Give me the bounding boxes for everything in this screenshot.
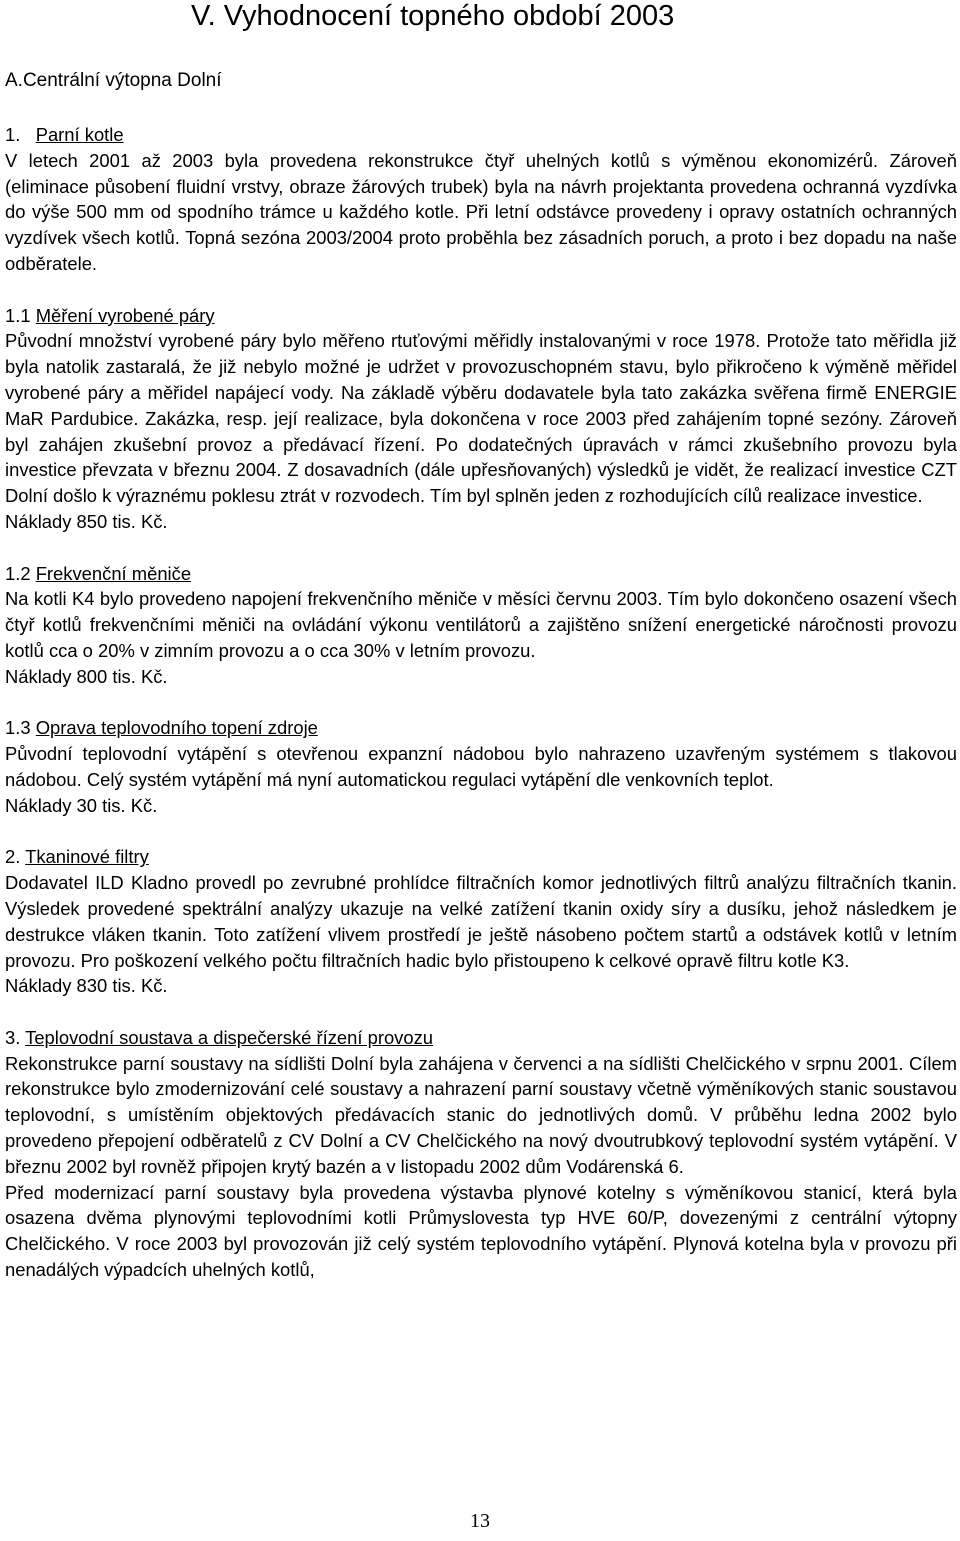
- section-paragraph: V letech 2001 až 2003 byla provedena rekonstrukce čtyř uhelných kotlů s výměnou ekonomizérů. Zároveň (eliminace působení fluidní vrstvy, obraze žárových trubek) byla na návrh projektanta provedena ochranná vyzdívka do výše 500 mm od spodního trámce u každého kotle. Při letní odstávce provedeny i opravy ostatních ochranných vyzdívek všech kotlů. Topná sezóna 2003/2004 proto proběhla bez zásadních poruch, a proto i bez dopadu na naše odběratele.: [5, 149, 957, 274]
- section-heading: [5, 844, 957, 870]
- section-teplovodni-soustava: [5, 1025, 957, 1283]
- section-heading-text: Frekvenční měniče: [35, 562, 192, 584]
- section-number: 1.2: [5, 562, 31, 584]
- section-cost: Náklady 830 tis. Kč.: [5, 975, 168, 997]
- section-heading: [5, 561, 957, 587]
- section-paragraph: Rekonstrukce parní soustavy na sídlišti Dolní byla zahájena v červenci a na sídlišti Chelčického v srpnu 2001. Cílem rekonstrukce bylo zmodernizování celé soustavy a nahrazení parní soustavy včetně výměníkových stanic soustavou teplovodní, s umístěním objektových předávacích stanic do jednotlivých domů. V průběhu ledna 2002 bylo provedeno přepojení odběratelů z CV Dolní a CV Chelčického na nový dvoutrubkový teplovodní systém vytápění. V březnu 2002 byl rovněž připojen krytý bazén a v listopadu 2002 dům Vodárenská 6.: [5, 1052, 957, 1177]
- section-number: 1.1: [5, 304, 31, 326]
- section-heading-text: Tkaninové filtry: [25, 846, 149, 868]
- section-frekvencni-menice: [5, 561, 957, 690]
- section-cost: Náklady 850 tis. Kč.: [5, 510, 168, 532]
- section-cost: Náklady 30 tis. Kč.: [5, 794, 158, 816]
- section-heading: [5, 122, 957, 148]
- section-parni-kotle: [5, 122, 957, 277]
- section-mereni-pary: [5, 303, 957, 535]
- page-title: V. Vyhodnocení topného období 2003: [191, 0, 675, 32]
- section-number: 2.: [5, 846, 21, 868]
- section-paragraph: Dodavatel ILD Kladno provedl po zevrubné prohlídce filtračních komor jednotlivých filtrů analýzu filtračních tkanin. Výsledek provedené spektrální analýzy ukazuje na velké zatížení tkanin oxidy síry a dusíku, jehož následkem je destrukce vláken tkanin. Toto zatížení vlivem prostředí je ještě násobeno počtem startů a odstávek kotlů v letním provozu. Pro poškození velkého počtu filtračních hadic bylo přistoupeno k celkové opravě filtru kotle K3.: [5, 872, 957, 971]
- section-heading-text: Parní kotle: [35, 124, 124, 145]
- section-tkaninove-filtry: [5, 844, 957, 999]
- section-heading-text: Teplovodní soustava a dispečerské řízení provozu: [25, 1026, 434, 1048]
- page-number: 13: [470, 1510, 490, 1532]
- section-paragraph: Původní teplovodní vytápění s otevřenou expanzní nádobou bylo nahrazeno uzavřeným systémem s tlakovou nádobou. Celý systém vytápění má nyní automatickou regulaci vytápění dle venkovních teplot.: [5, 743, 957, 790]
- document-body: [5, 122, 957, 1309]
- section-paragraph-continued: Před modernizací parní soustavy byla provedena výstavba plynové kotelny s výměníkovou stanicí, která byla osazena dvěma plynovými teplovodními kotli Průmyslovesta typ HVE 60/P, dovezenými z centrální výtopny Chelčického. V roce 2003 byl provozován již celý systém teplovodního vytápění. Plynová kotelna byla v provozu při nenadálých výpadcích uhelných kotlů,: [5, 1181, 957, 1281]
- section-number: 1.: [5, 124, 21, 145]
- section-paragraph: Na kotli K4 bylo provedeno napojení frekvenčního měniče v měsíci červnu 2003. Tím bylo dokončeno osazení všech čtyř kotlů frekvenčními měniči na ovládání výkonu ventilátorů a zajištěno snížení energetické náročnosti provozu kotlů cca o 20% v zimním provozu a o cca 30% v letním provozu.: [5, 588, 957, 661]
- section-heading: [5, 1025, 957, 1051]
- section-number: 3.: [5, 1026, 21, 1048]
- section-oprava-topeni: [5, 715, 957, 818]
- section-heading: [5, 715, 957, 741]
- section-paragraph: Původní množství vyrobené páry bylo měřeno rtuťovými měřidly instalovanými v roce 1978. Protože tato měřidla již byla natolik zastaralá, že již nebylo možné je udržet v provozuschopném stavu, bylo přikročeno k výměně měřidel vyrobené páry a měřidel napájecí vody. Na základě výběru dodavatele byla tato zakázka svěřena firmě ENERGIE MaR Pardubice. Zakázka, resp. její realizace, byla dokončena v roce 2003 před zahájením topné sezóny. Zároveň byl zahájen zkušební provoz a předávací řízení. Po dodatečných úpravách v rámci zkušebního provozu byla investice převzata v březnu 2004. Z dosavadních (dále upřesňovaných) výsledků je vidět, že realizací investice CZT Dolní došlo k výraznému poklesu ztrát v rozvodech. Tím byl splněn jeden z rozhodujících cílů realizace investice.: [5, 330, 957, 507]
- section-heading-text: Měření vyrobené páry: [35, 304, 215, 326]
- section-cost: Náklady 800 tis. Kč.: [5, 665, 168, 687]
- section-heading: [5, 303, 957, 329]
- section-number: 1.3: [5, 717, 31, 739]
- section-heading-text: Oprava teplovodního topení zdroje: [35, 717, 318, 739]
- page-subtitle: A.Centrální výtopna Dolní: [5, 70, 222, 91]
